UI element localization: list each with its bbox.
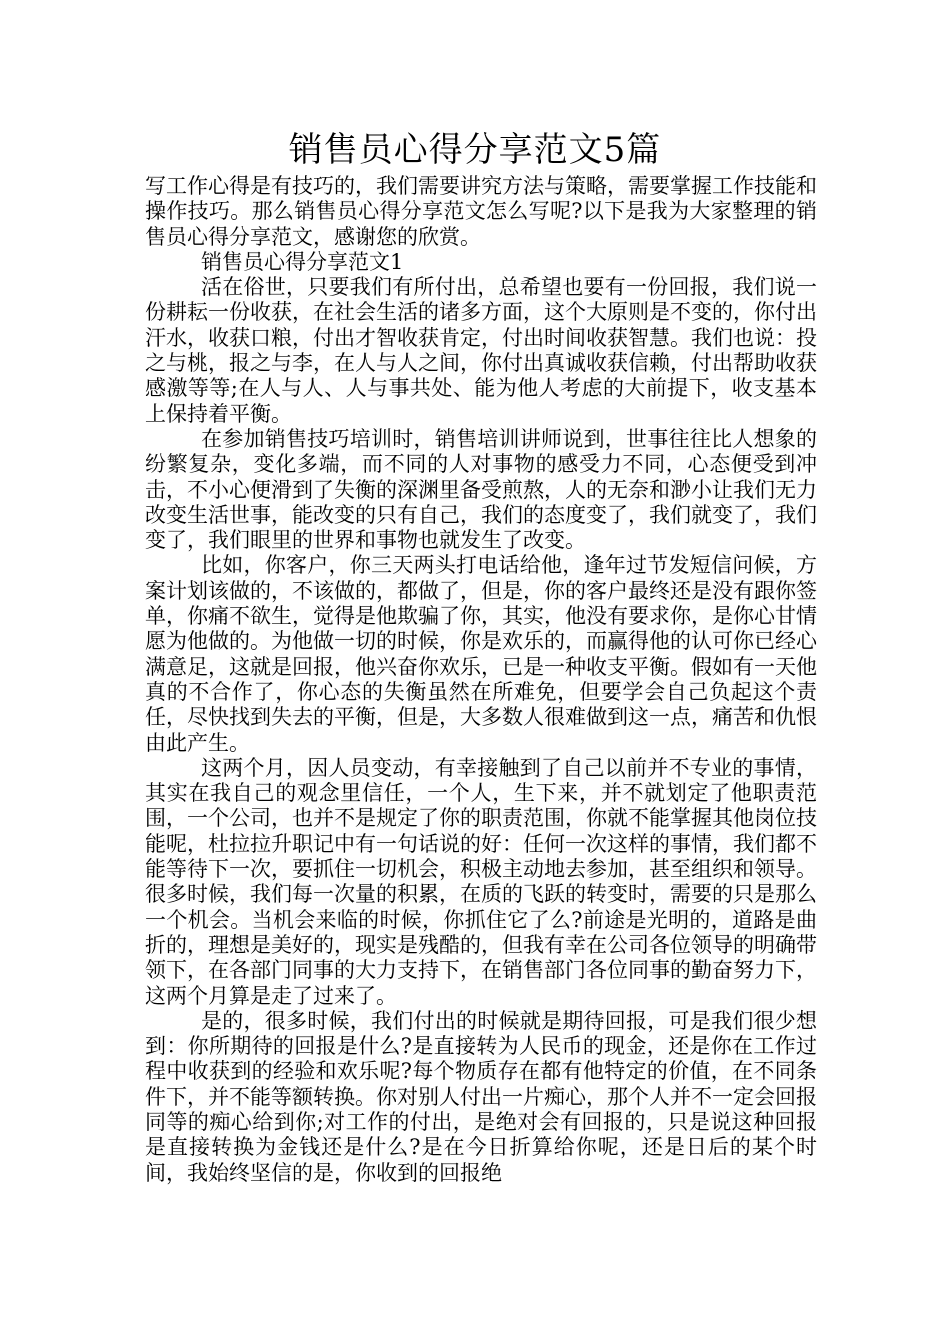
section-heading: 销售员心得分享范文1 — [201, 249, 404, 274]
document-title: 销售员心得分享范文5篇 — [288, 130, 662, 170]
body-paragraph: 比如，你客户，你三天两头打电话给他，逢年过节发短信问候，方案计划该做的，不该做的，都做了，但是，你的客户最终还是没有跟你签单，你痛不欲生，觉得是他欺骗了你，其实，他没有要求你，是你心甘情愿为他做的。为他做一切的时候，你是欢乐的，而赢得他的认可你已经心满意足，这就是回报，他兴奋你欢乐，已是一种收支平衡。假如有一天他真的不合作了，你心态的失衡虽然在所难免，但要学会自己负起这个责任，尽快找到失去的平衡，但是，大多数人很难做到这一点，痛苦和仇恨由此产生。 — [145, 553, 817, 755]
body-paragraph: 活在俗世，只要我们有所付出，总希望也要有一份回报，我们说一份耕耘一份收获，在社会生活的诸多方面，这个大原则是不变的，你付出汗水，收获口粮，付出才智收获肯定，付出时间收获智慧。我们也说：投之与桃，报之与李，在人与人之间，你付出真诚收获信赖，付出帮助收获感激等等;在人与人、人与事共处、能为他人考虑的大前提下，收支基本上保持着平衡。 — [145, 275, 817, 426]
body-paragraph: 在参加销售技巧培训时，销售培训讲师说到，世事往往比人想象的纷繁复杂，变化多端，而不同的人对事物的感受力不同，心态便受到冲击，不小心便滑到了失衡的深渊里备受煎熬，人的无奈和渺小让我们无力改变生活世事，能改变的只有自己，我们的态度变了，我们就变了，我们变了，我们眼里的世界和事物也就发生了改变。 — [145, 426, 817, 553]
body-paragraph: 这两个月，因人员变动，有幸接触到了自己以前并不专业的事情，其实在我自己的观念里信任，一个人，生下来，并不就划定了他职责范围，一个公司，也并不是规定了你的职责范围，你就不能掌握其他岗位技能呢，杜拉拉升职记中有一句话说的好：任何一次这样的事情，我们都不能等待下一次，要抓住一切机会，积极主动地去参加，甚至组织和领导。很多时候，我们每一次量的积累，在质的飞跃的转变时，需要的只是那么一个机会。当机会来临的时候，你抓住它了么?前途是光明的，道路是曲折的，理想是美好的，现实是残酷的，但我有幸在公司各位领导的明确带领下，在各部门同事的大力支持下，在销售部门各位同事的勤奋努力下，这两个月算是走了过来了。 — [145, 755, 817, 1008]
body-paragraph: 是的，很多时候，我们付出的时候就是期待回报，可是我们很少想到：你所期待的回报是什么?是直接转为人民币的现金，还是你在工作过程中收获到的经验和欢乐呢?每个物质存在都有他特定的价值，在不同条件下，并不能等额转换。你对别人付出一片痴心，那个人并不一定会回报同等的痴心给到你;对工作的付出，是绝对会有回报的，只是说这种回报是直接转换为金钱还是什么?是在今日折算给你呢，还是日后的某个时间，我始终坚信的是，你收到的回报绝 — [145, 1008, 817, 1185]
document-body — [145, 174, 817, 1186]
intro-paragraph: 写工作心得是有技巧的，我们需要讲究方法与策略，需要掌握工作技能和操作技巧。那么销售员心得分享范文怎么写呢?以下是我为大家整理的销售员心得分享范文，感谢您的欣赏。 — [145, 174, 817, 249]
